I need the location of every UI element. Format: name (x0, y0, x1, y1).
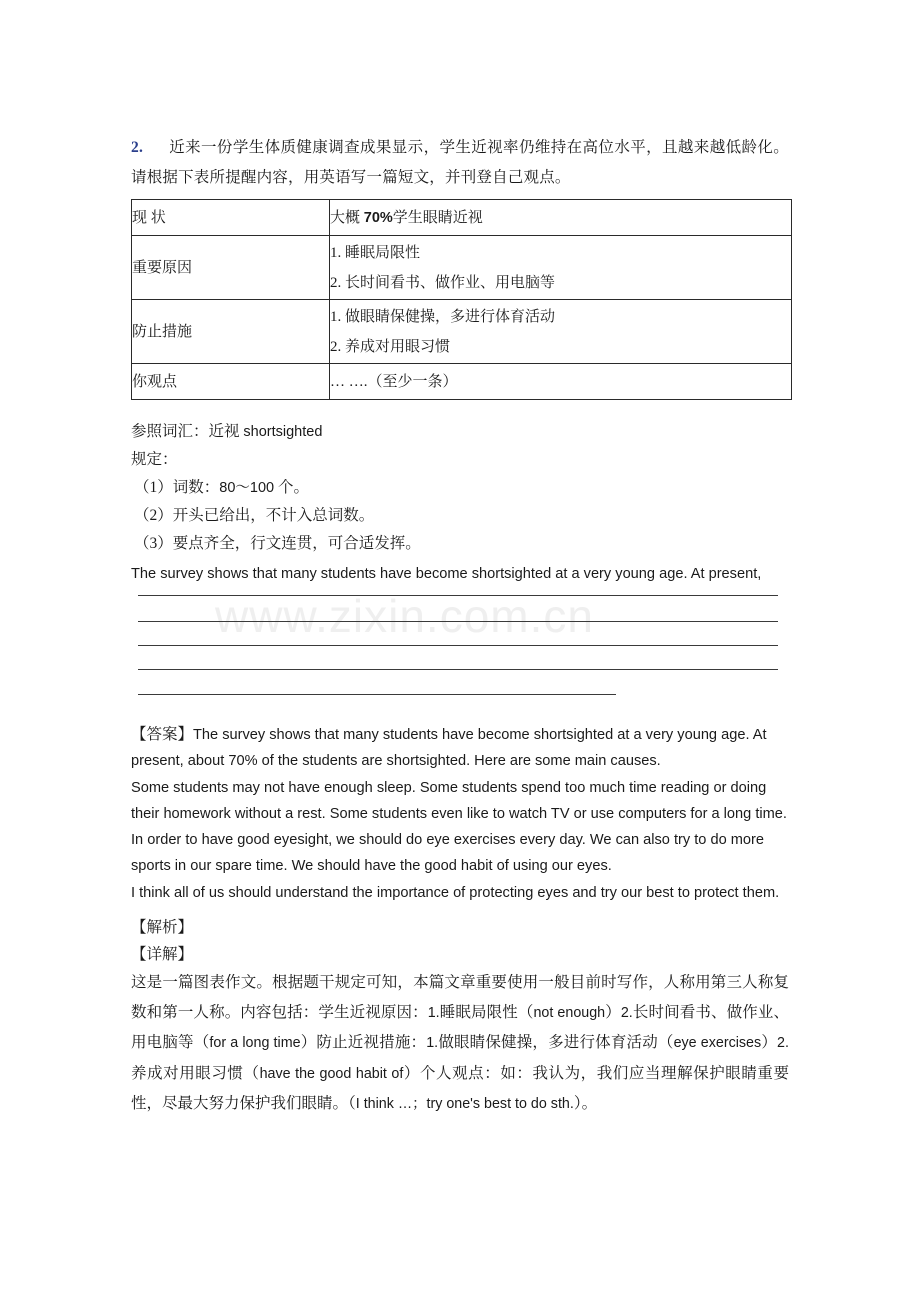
answer-paragraph-2: Some students may not have enough sleep. Some students spend too much time reading or doing their homework without a rest. Some students even like to watch TV or use computers for a long time. (131, 779, 787, 822)
question-number: 2. (131, 139, 144, 156)
table-label-text: 防止措施 (132, 323, 193, 340)
vocab-english-term: shortsighted (243, 424, 323, 440)
question-prompt (131, 133, 789, 193)
analysis-block (131, 914, 789, 1120)
table-cell-value (330, 300, 792, 364)
blank-line[interactable] (138, 669, 778, 670)
status-value-text: 大概 (330, 209, 364, 226)
site-watermark: www.zixin.com.cn (215, 590, 594, 642)
document-content (131, 133, 789, 1120)
table-value-line: 2. 长时间看书、做作业、用电脑等 (330, 274, 556, 291)
requirement-item-1 (131, 474, 789, 502)
table-cell-label (132, 200, 330, 236)
answer-paragraph-1-text: The survey shows that many students have become shortsighted at a very young age. At present, about 70% of the students are shortsighted. Here are some main causes. (131, 727, 767, 770)
table-row (132, 236, 792, 300)
blank-line[interactable] (138, 621, 778, 622)
answer-blank-lines (131, 590, 789, 717)
table-label-text: 现 状 (132, 209, 166, 226)
detail-tag: 【详解】 (131, 946, 194, 964)
answer-block (131, 722, 789, 906)
table-cell-value (330, 200, 792, 236)
table-cell-label (132, 236, 330, 300)
table-row (132, 200, 792, 236)
requirement-item-3: （3）要点齐全，行文连贯，可合适发挥。 (134, 535, 421, 552)
table-value-line (330, 203, 791, 233)
table-cell-value (330, 236, 792, 300)
requirements-block (131, 418, 789, 587)
req-1-suffix: 个。 (274, 479, 309, 496)
status-value-suffix: 学生眼睛近视 (392, 209, 483, 226)
answer-paragraph-3: In order to have good eyesight, we should do eye exercises every day. We can also try to do more sports in our spare time. We should have the good habit of using our eyes. (131, 832, 765, 875)
writing-outline-table (131, 199, 792, 400)
answer-tag: 【答案】 (131, 726, 194, 743)
blank-line[interactable] (138, 595, 778, 596)
requirement-item-2: （2）开头已给出，不计入总词数。 (134, 507, 375, 524)
analysis-tag: 【解析】 (131, 919, 194, 937)
answer-paragraph-4: I think all of us should understand the importance of protecting eyes and try our best to protect them. (131, 884, 780, 901)
table-cell-label (132, 364, 330, 400)
blank-line[interactable] (138, 645, 778, 646)
blank-line[interactable] (138, 694, 616, 695)
table-value-line: 1. 做眼睛保健操，多进行体育活动 (330, 308, 556, 325)
table-cell-label (132, 300, 330, 364)
req-1-range: 80～100 (219, 480, 275, 496)
table-row (132, 364, 792, 400)
table-value-line: … ….（至少一条） (330, 373, 458, 390)
vocab-label: 参照词汇：近视 (131, 423, 244, 440)
table-cell-value (330, 364, 792, 400)
table-label-text: 重要原因 (132, 259, 193, 276)
analysis-text: 这是一篇图表作文。根据题干规定可知，本篇文章重要使用一般目前时写作，人称用第三人称复数和第一人称。内容包括：学生近视原因：1.睡眠局限性（not enough）2.长时间看书、做作业、用电脑等（for a long time）防止近视措施：1.做眼睛保健操，多进行体育活动（eye exercises）2.养成对用眼习惯（have the good habit of）个人观点：如：我认为，我们应当理解保护眼睛重要性，尽最大努力保护我们眼睛。（I think …；try one's best to do sth.）。 (131, 974, 789, 1113)
table-value-line: 2. 养成对用眼习惯 (330, 338, 451, 355)
opening-sentence: The survey shows that many students have become shortsighted at a very young age. At present, (131, 566, 762, 582)
req-1-prefix: （1）词数： (134, 479, 220, 496)
requirements-heading: 规定： (131, 451, 178, 468)
table-label-text: 你观点 (132, 373, 178, 390)
reference-vocabulary (131, 418, 789, 446)
table-row (132, 300, 792, 364)
table-value-line: 1. 睡眠局限性 (330, 244, 421, 261)
question-prompt-text: 近来一份学生体质健康调查成果显示，学生近视率仍维持在高位水平，且越来越低龄化。请根据下表所提醒内容，用英语写一篇短文，并刊登自己观点。 (131, 139, 789, 186)
percentage-value: 70% (363, 209, 393, 226)
answer-paragraph-1 (131, 722, 789, 775)
